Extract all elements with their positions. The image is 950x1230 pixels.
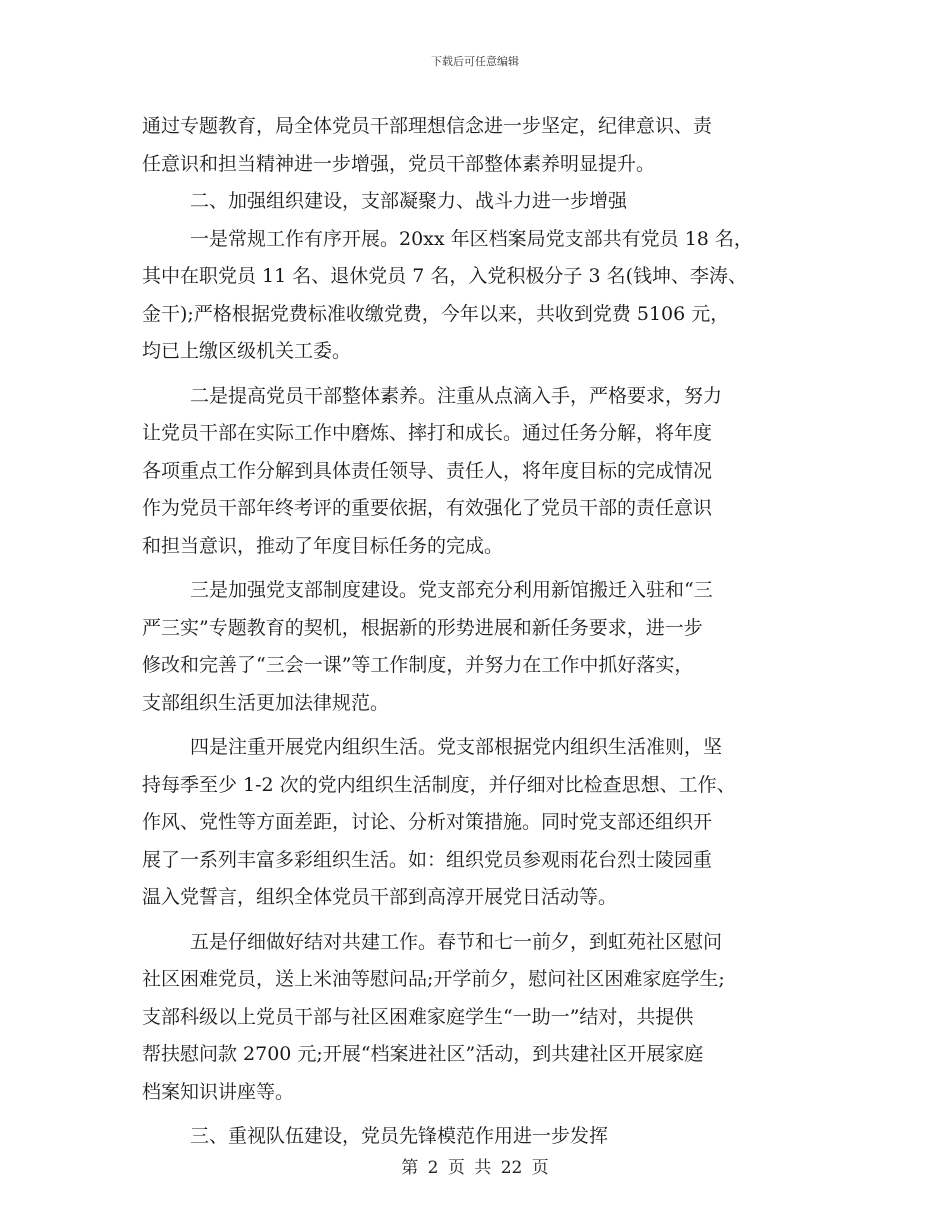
text-line: 支部组织生活更加法律规范。 [142,691,390,714]
paragraph-first-line: 一是常规工作有序开展。20xx 年区档案局党支部共有党员 18 名， [190,227,753,250]
paragraph-first-line: 三、重视队伍建设，党员先锋模范作用进一步发挥 [190,1125,609,1147]
text-line: 温入党誓言，组织全体党员干部到高淳开展党日活动等。 [142,886,618,908]
paragraph-first-line: 二是提高党员干部整体素养。注重从点滴入手，严格要求，努力 [190,384,723,407]
paragraph-first-line: 四是注重开展党内组织生活。党支部根据党内组织生活准则，坚 [190,736,723,758]
text-line: 和担当意识，推动了年度目标任务的完成。 [142,534,504,557]
text-line: 支部科级以上党员干部与社区困难家庭学生“一助一”结对，共提供 [142,1005,694,1028]
text-line: 作为党员干部年终考评的重要依据，有效强化了党员干部的责任意识 [142,497,713,519]
text-line: 作风、党性等方面差距，讨论、分析对策措施。同时党支部还组织开 [142,811,713,833]
paragraph-first-line: 五是仔细做好结对共建工作。春节和七一前夕，到虹苑社区慰问 [190,930,723,953]
text-line: 金干);严格根据党费标准收缴党费，今年以来，共收到党费 5106 元， [142,302,730,325]
text-line: 社区困难党员，送上米油等慰问品;开学前夕，慰问社区困难家庭学生; [142,968,725,990]
paragraph-gap [142,371,802,378]
document-body [142,108,802,1156]
text-line: 让党员干部在实际工作中磨炼、摔打和成长。通过任务分解，将年度 [142,422,713,444]
text-line: 其中在职党员 11 名、退休党员 7 名，入党积极分子 3 名(钱坤、李涛、 [142,265,748,287]
text-line: 档案知识讲座等。 [142,1080,295,1103]
text-line: 严三实”专题教育的契机，根据新的形势进展和新任务要求，进一步 [142,616,703,639]
paragraph-first-line: 二、加强组织建设，支部凝聚力、战斗力进一步增强 [190,190,628,212]
paragraph-first-line: 三是加强党支部制度建设。党支部充分利用新馆搬迁入驻和“三 [190,579,713,601]
text-line: 均已上缴区级机关工委。 [142,340,352,362]
text-line: 各项重点工作分解到具体责任领导、责任人，将年度目标的完成情况 [142,459,713,482]
text-line: 任意识和担当精神进一步增强，党员干部整体素养明显提升。 [142,152,656,175]
paragraph-gap [142,917,802,924]
paragraph-gap [142,1111,802,1118]
page-number-footer: 第 2 页 共 22 页 [401,1158,549,1178]
text-line: 帮扶慰问款 2700 元;开展“档案进社区”活动，到共建社区开展家庭 [142,1043,704,1065]
paragraph-gap [142,565,802,572]
text-line: 持每季至少 1-2 次的党内组织生活制度，并仔细对比检查思想、工作、 [142,773,736,796]
text-line: 展了一系列丰富多彩组织生活。如：组织党员参观雨花台烈士陵园重 [142,848,713,871]
text-line: 通过专题教育，局全体党员干部理想信念进一步坚定，纪律意识、责 [142,115,713,137]
text-line: 修改和完善了“三会一课”等工作制度，并努力在工作中抓好落实， [142,654,694,676]
page-header-note: 下载后可任意编辑 [431,55,519,68]
paragraph-gap [142,722,802,729]
